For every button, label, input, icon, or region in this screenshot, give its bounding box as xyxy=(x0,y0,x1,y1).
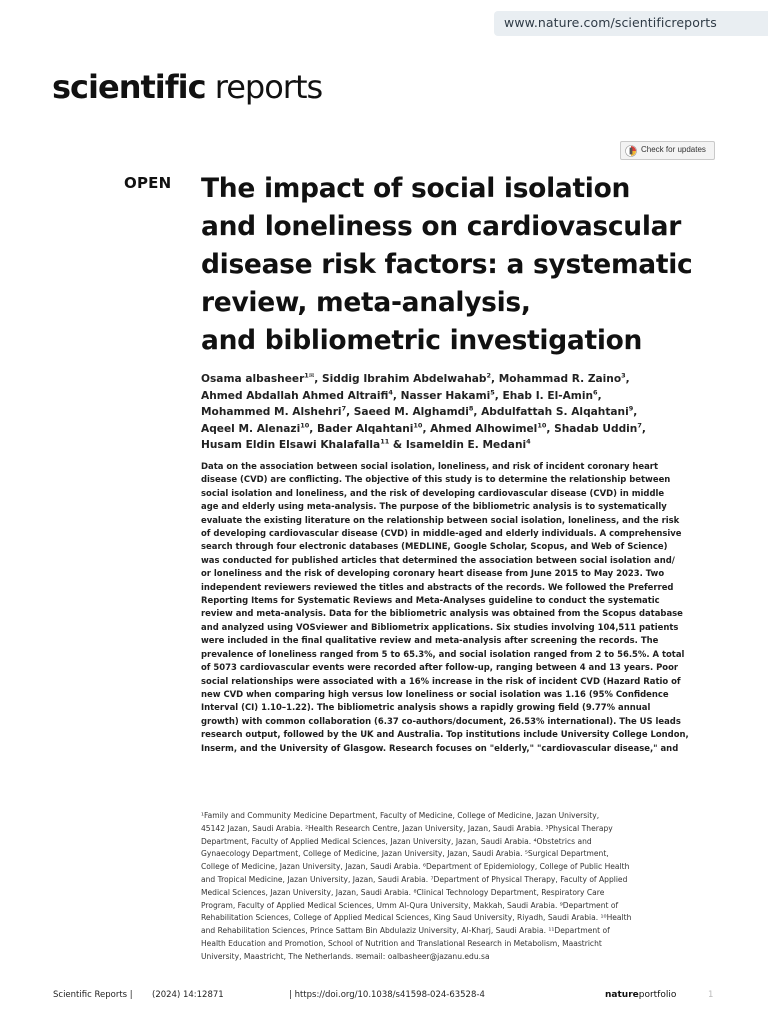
author-name[interactable]: , Nasser Hakami xyxy=(392,389,491,402)
journal-logo-bold: scientific xyxy=(52,68,206,106)
abstract-line: social relationships were associated with a 16% increase in the risk of incident CVD (Hazard Ratio of xyxy=(201,675,681,686)
title-line: and loneliness on cardiovascular xyxy=(201,211,682,242)
affiliation-line: 45142 Jazan, Saudi Arabia. ²Health Research Centre, Jazan University, Jazan, Saudi Arabia. ³Physical Therapy xyxy=(201,823,613,833)
author-line xyxy=(201,404,721,421)
author-name: , xyxy=(633,406,638,418)
affiliation-superscript: 4 xyxy=(526,437,531,446)
abstract-line: of developing cardiovascular disease (CVD) in middle-aged and elderly individuals. A comprehensive xyxy=(201,528,682,539)
title-line: disease risk factors: a systematic xyxy=(201,249,693,280)
affiliation-line: Department, Faculty of Applied Medical Sciences, Jazan University, Jazan, Saudi Arabia. ⁴Obstetrics and xyxy=(201,836,592,846)
affiliation-line: and Tropical Medicine, Jazan University, Jazan, Saudi Arabia. ⁷Department of Physical Therapy, Faculty of Applied xyxy=(201,874,628,884)
abstract-line: and analyzed using VOSviewer and Bibliometrix applications. Six studies involving 104,511 patients xyxy=(201,621,679,632)
affiliation-superscript: 3 xyxy=(621,371,626,380)
nature-portfolio-logo xyxy=(605,990,676,1000)
affiliation-line: Gynaecology Department, College of Medicine, Jazan University, Jazan, Saudi Arabia. ⁵Surgical Department, xyxy=(201,849,609,859)
author-line xyxy=(201,388,721,405)
abstract-line: new CVD when comparing high versus low loneliness or social isolation was 1.16 (95% Confidence xyxy=(201,688,669,699)
affiliation-superscript: 10 xyxy=(300,420,310,429)
author-name[interactable]: Mohammed M. Alshehri xyxy=(201,406,342,418)
affiliation-superscript: 9 xyxy=(628,404,634,413)
affiliation-line: Health Education and Promotion, School of Nutrition and Translational Research in Metabolism, Maastricht xyxy=(201,938,602,948)
author-name[interactable]: & Isameldin E. Medani xyxy=(389,439,527,451)
crossmark-icon xyxy=(625,145,637,157)
title-line: and bibliometric investigation xyxy=(201,325,643,356)
author-name[interactable]: , Bader Alqahtani xyxy=(309,422,414,435)
footer-doi-link[interactable]: | https://doi.org/10.1038/s41598-024-63528-4 xyxy=(289,990,485,1000)
nature-portfolio-logo-bold: nature xyxy=(605,990,639,1000)
journal-url[interactable]: www.nature.com/scientificreports xyxy=(504,15,717,30)
affiliation-line: Program, Faculty of Applied Medical Sciences, Umm Al-Qura University, Makkah, Saudi Arabia. ⁹Department of xyxy=(201,900,619,910)
affiliation-superscript: 5 xyxy=(490,387,495,396)
affiliation-superscript: 4 xyxy=(388,387,393,396)
author-name: , xyxy=(597,389,602,402)
affiliation-line: College of Medicine, Jazan University, Jazan, Saudi Arabia. ⁶Department of Epidemiology, College of Public Health xyxy=(201,862,630,872)
abstract-line: prevalence of loneliness ranged from 5 to 65.3%, and social isolation ranged from 2 to 56.5%. A total xyxy=(201,648,685,659)
affiliation-line: Rehabilitation Sciences, College of Applied Medical Sciences, King Saud University, Riyadh, Saudi Arabia. ¹⁰Health xyxy=(201,913,632,923)
affiliation-superscript: 2 xyxy=(486,371,492,380)
affiliation-superscript: 11 xyxy=(380,437,390,446)
abstract-line: growth) with common collaboration (6.37 co-authors/document, 26.53% international). The US leads xyxy=(201,715,681,726)
author-name[interactable]: Ahmed Abdallah Ahmed Altraifi xyxy=(201,389,389,402)
abstract-line: disease (CVD) are conflicting. The objective of this study is to determine the relationship between xyxy=(201,474,671,485)
author-name[interactable]: , Siddig Ibrahim Abdelwahab xyxy=(314,373,487,385)
author-name[interactable]: , Saeed M. Alghamdi xyxy=(346,406,469,418)
open-access-label: OPEN xyxy=(124,174,172,192)
affiliation-superscript: 10 xyxy=(413,420,423,429)
author-name[interactable]: Aqeel M. Alenazi xyxy=(201,422,301,435)
affiliation-superscript: 10 xyxy=(537,420,547,429)
affiliation-superscript: 1✉ xyxy=(304,371,315,380)
nature-portfolio-logo-light: portfolio xyxy=(638,990,677,1000)
abstract-line: age and elderly using meta-analysis. The purpose of the bibliometric analysis is to systematically xyxy=(201,501,667,512)
abstract-line: evaluate the existing literature on the relationship between social isolation, loneliness, and the risk xyxy=(201,514,680,525)
affiliation-superscript: 6 xyxy=(593,387,598,396)
title-line: The impact of social isolation xyxy=(201,173,631,204)
author-name[interactable]: , Ehab I. El-Amin xyxy=(494,389,594,402)
affiliation-superscript: 7 xyxy=(637,420,642,429)
affiliation-line: and Rehabilitation Sciences, Prince Sattam Bin Abdulaziz University, Al-Kharj, Saudi Arabia. ¹¹Department of xyxy=(201,926,610,936)
abstract-line: Data on the association between social isolation, loneliness, and risk of incident coronary heart xyxy=(201,461,659,471)
abstract-line: of 5073 cardiovascular events were recorded after follow-up, ranging between 4 and 13 years. Poor xyxy=(201,662,679,673)
affiliation-superscript: 8 xyxy=(468,404,474,413)
abstract-line: independent reviewers reviewed the titles and abstracts of the records. We followed the Preferred xyxy=(201,581,674,592)
abstract-line: were included in the final qualitative review and meta-analysis after screening the records. The xyxy=(201,635,659,646)
author-line xyxy=(201,421,721,438)
check-for-updates-button[interactable] xyxy=(620,141,715,160)
author-name[interactable]: , Ahmed Alhowimel xyxy=(422,422,538,435)
author-name[interactable]: , Shadab Uddin xyxy=(546,422,638,435)
author-name: , xyxy=(625,373,630,385)
footer-journal: Scientific Reports | xyxy=(53,990,133,1000)
affiliation-line: ¹Family and Community Medicine Department, Faculty of Medicine, College of Medicine, Jazan University, xyxy=(201,811,600,820)
author-name[interactable]: Osama albasheer xyxy=(201,373,305,385)
author-name[interactable]: Husam Eldin Elsawi Khalafalla xyxy=(201,439,381,451)
journal-logo xyxy=(52,68,322,106)
footer-citation: (2024) 14:12871 xyxy=(152,990,224,1000)
page-footer xyxy=(0,990,768,1004)
abstract-line: review and meta-analysis. Data for the bibliometric analysis was obtained from the Scopus database xyxy=(201,608,683,619)
author-name: , xyxy=(641,422,646,435)
abstract xyxy=(201,460,721,755)
affiliation-superscript: 7 xyxy=(341,404,347,413)
affiliation-line: Medical Sciences, Jazan University, Jazan, Saudi Arabia. ⁸Clinical Technology Department, Respiratory Care xyxy=(201,887,605,897)
title-line: review, meta-analysis, xyxy=(201,287,531,318)
affiliations xyxy=(201,810,721,964)
abstract-line: or loneliness and the risk of developing coronary heart disease from June 2015 to May 2023. Two xyxy=(201,568,665,579)
author-list xyxy=(201,371,721,454)
abstract-line: Inserm, and the University of Glasgow. Research focuses on "elderly," "cardiovascular disease," and xyxy=(201,742,679,753)
abstract-line: research output, followed by the UK and Australia. Top institutions include University College London, xyxy=(201,729,689,740)
author-name[interactable]: , Mohammad R. Zaino xyxy=(491,373,622,385)
check-for-updates-label: Check for updates xyxy=(641,145,706,154)
abstract-line: Interval (CI) 1.10–1.22). The bibliometric analysis shows a rapidly growing field (9.77% annual xyxy=(201,702,651,713)
abstract-line: social isolation and loneliness, and the risk of developing cardiovascular disease (CVD) in middle xyxy=(201,487,665,498)
abstract-line: search through four electronic databases (MEDLINE, Google Scholar, Scopus, and Web of Science) xyxy=(201,541,668,552)
article-title xyxy=(201,170,741,360)
author-line xyxy=(201,437,721,454)
abstract-line: Reporting Items for Systematic Reviews and Meta-Analyses guideline to conduct the systematic xyxy=(201,595,660,606)
abstract-line: was conducted for published articles that determined the association between social isolation and/ xyxy=(201,554,675,565)
author-name[interactable]: , Abdulfattah S. Alqahtani xyxy=(473,406,629,418)
journal-logo-light: reports xyxy=(205,68,323,106)
author-line xyxy=(201,371,721,388)
affiliation-line: University, Maastricht, The Netherlands. ✉email: oalbasheer@jazanu.edu.sa xyxy=(201,951,490,961)
journal-url-bar[interactable] xyxy=(494,11,768,36)
page-number: 1 xyxy=(708,990,714,1000)
